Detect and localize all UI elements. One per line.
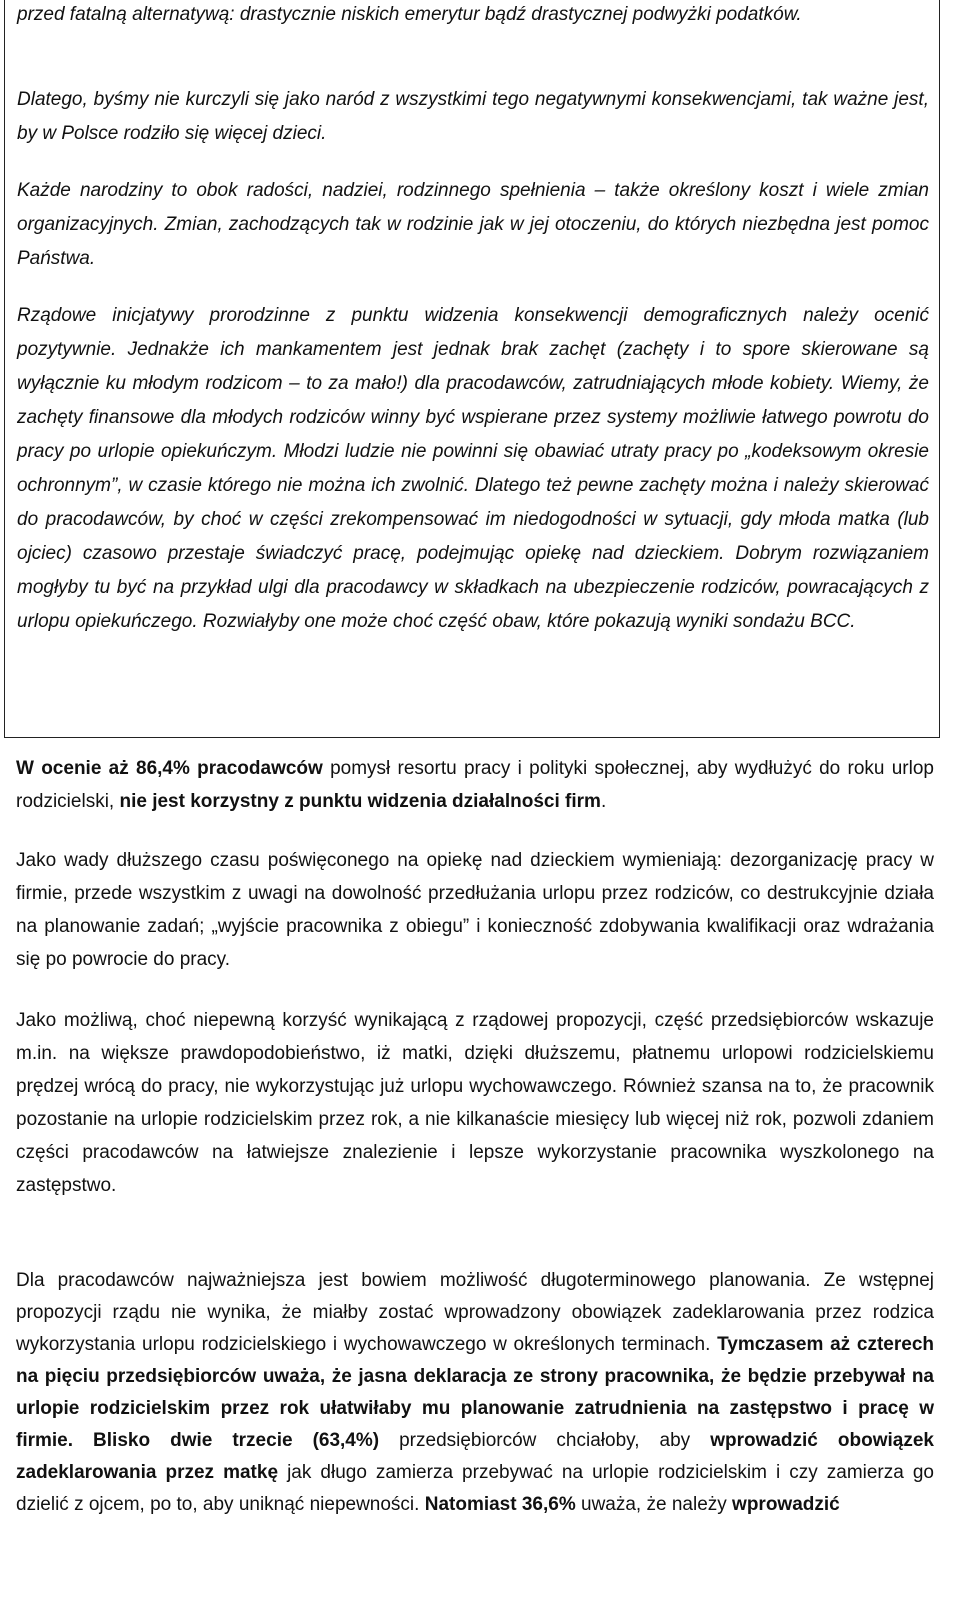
box-paragraph-1: przed fatalną alternatywą: drastycznie niskich emerytur bądź drastycznej podwyżki podatków. (17, 4, 802, 25)
bold-statistic-2: Natomiast 36,6% (424, 1494, 576, 1515)
paragraph-text: przedsiębiorców chciałoby, aby (379, 1430, 711, 1451)
box-paragraph-3: Każde narodziny to obok radości, nadziei, rodzinnego spełnienia – także określony koszt i wiele zmian organizacyjnych. Zmian, zachodzących tak w rodzinie jak w jej otoczeniu, do których niezbędna jest pomoc Państwa. (17, 180, 929, 269)
paragraph-text: uważa, że należy (575, 1494, 733, 1515)
paragraph-text: . (600, 791, 607, 812)
quoted-text-box (4, 0, 940, 738)
box-paragraph-2: Dlatego, byśmy nie kurczyli się jako naród z wszystkimi tego negatywnymi konsekwencjami, tak ważne jest, by w Polsce rodziło się więcej dzieci. (17, 89, 929, 144)
bold-statistic: W ocenie aż 86,4% pracodawców (16, 758, 323, 779)
paragraph-employers-assessment (16, 752, 934, 818)
paragraph-text: Dla pracodawców najważniejsza jest bowiem możliwość długoterminowego planowania. Ze wstępnej propozycji rządu nie wynika, że miałby zostać wprowadzony obowiązek zadeklarowania przez rodzica wykorzystania urlopu rodzicielskiego i wychowawczego w określonych terminach. (16, 1270, 934, 1355)
box-paragraph-4: Rządowe inicjatywy prorodzinne z punktu widzenia konsekwencji demograficznych należy ocenić pozytywnie. Jednakże ich mankamentem jest jednak brak zachęt (zachęty i to spore skierowane są wyłącznie ku młodym rodzicom – to za mało!) dla pracodawców, zatrudniających młode kobiety. Wiemy, że zachęty finansowe dla młodych rodziców winny być wspierane przez systemy możliwie łatwego powrotu do pracy po urlopie opiekuńczym. Młodzi ludzie nie powinni się obawiać utraty pracy po „kodeksowym okresie ochronnym”, w czasie którego nie można ich zwolnić. Dlatego też pewne zachęty można i należy skierować do pracodawców, by choć w części zrekompensować im niedogodności w sytuacji, gdy młoda matka (lub ojciec) czasowo przestaje świadczyć pracę, podejmując opiekę nad dzieckiem. Dobrym rozwiązaniem mogłyby tu być na przykład ulgi dla pracodawcy w składkach na ubezpieczenie rodziców, powracających z urlopu opiekuńczego. Rozwiałyby one może choć część obaw, które pokazują wyniki sondażu BCC. (17, 305, 929, 632)
paragraph-planning (16, 1265, 934, 1521)
paragraph-text: pomysł resortu pracy i polityki społecznej, aby wydłużyć do roku urlop rodzicielski, (16, 758, 934, 812)
bold-finding: Tymczasem aż czterech na pięciu przedsiębiorców uważa, że jasna deklaracja ze strony pracownika, że będzie przebywał na urlopie rodzicielskim przez rok ułatwiłaby mu planowanie zatrudnienia na zastępstwo i pracę w firmie. Blisko dwie trzecie (63,4%) (16, 1334, 934, 1451)
paragraph-benefits: Jako możliwą, choć niepewną korzyść wynikającą z rządowej propozycji, część przedsiębiorców wskazuje m.in. na większe prawdopodobieństwo, iż matki, dzięki dłuższemu, płatnemu urlopowi rodzicielskiemu prędzej wrócą do pracy, nie wykorzystując już urlopu wychowawczego. Również szansa na to, że pracownik pozostanie na urlopie rodzicielskim przez rok, a nie kilkanaście miesięcy lub więcej niż rok, pozwoli zdaniem części pracodawców na łatwiejsze znalezienie i lepsze wykorzystanie pracownika wyszkolonego na zastępstwo. (16, 1010, 934, 1196)
bold-obligation: wprowadzić obowiązek zadeklarowania przez matkę (16, 1430, 934, 1483)
bold-word: wprowadzić (732, 1494, 840, 1515)
paragraph-disadvantages: Jako wady dłuższego czasu poświęconego na opiekę nad dzieckiem wymieniają: dezorganizację pracy w firmie, przede wszystkim z uwagi na dowolność przedłużania urlopu przez rodziców, co destrukcyjnie działa na planowanie zadań; „wyjście pracownika z obiegu” i konieczność zdobywania kwalifikacji oraz wdrażania się po powrocie do pracy. (16, 850, 934, 970)
bold-conclusion: nie jest korzystny z punktu widzenia działalności firm (119, 791, 601, 812)
paragraph-text: jak długo zamierza przebywać na urlopie rodzicielskim i czy zamierza go dzielić z ojcem, po to, aby uniknąć niepewności. (16, 1462, 935, 1515)
